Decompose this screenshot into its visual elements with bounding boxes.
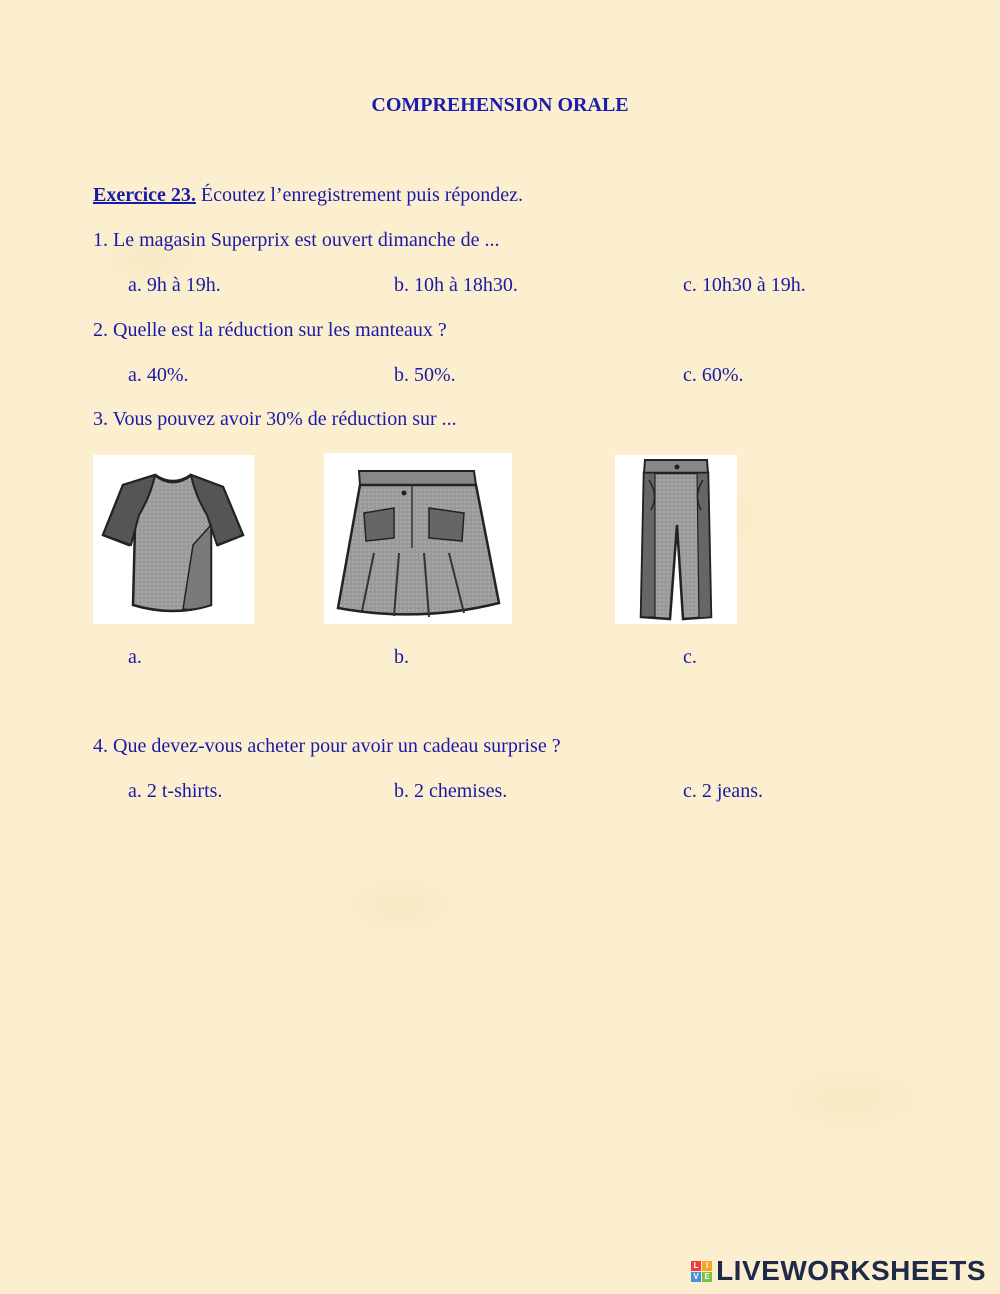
q2-option-c[interactable]: c. 60%. — [683, 364, 744, 386]
logo-mark-icon — [691, 1261, 712, 1282]
q3-option-a[interactable]: a. — [128, 646, 142, 668]
q2-option-b[interactable]: b. 50%. — [394, 364, 456, 386]
page-title: COMPREHENSION ORALE — [371, 94, 629, 116]
logo-letter: E — [702, 1272, 712, 1282]
skirt-icon — [324, 453, 512, 624]
logo-letter: V — [691, 1272, 701, 1282]
q1-option-a[interactable]: a. 9h à 19h. — [128, 274, 221, 296]
logo-letter: I — [702, 1261, 712, 1271]
trousers-icon — [615, 455, 737, 624]
exercise-heading — [93, 184, 523, 207]
logo-text: LIVEWORKSHEETS — [716, 1255, 986, 1286]
q4-option-a[interactable]: a. 2 t-shirts. — [128, 780, 223, 802]
q1-option-c[interactable]: c. 10h30 à 19h. — [683, 274, 806, 296]
q4-option-b[interactable]: b. 2 chemises. — [394, 780, 508, 802]
logo-letter: L — [691, 1261, 701, 1271]
question-2: 2. Quelle est la réduction sur les manteaux ? — [93, 319, 447, 341]
q3-option-c[interactable]: c. — [683, 646, 697, 668]
exercise-label: Exercice 23. — [93, 184, 196, 206]
q2-option-a[interactable]: a. 40%. — [128, 364, 189, 386]
q4-option-c[interactable]: c. 2 jeans. — [683, 780, 763, 802]
exercise-instruction: Écoutez l’enregistrement puis répondez. — [195, 184, 524, 206]
question-4: 4. Que devez-vous acheter pour avoir un cadeau surprise ? — [93, 735, 561, 757]
question-3: 3. Vous pouvez avoir 30% de réduction sur ... — [93, 408, 457, 430]
liveworksheets-logo — [691, 1255, 986, 1287]
q3-option-b[interactable]: b. — [394, 646, 409, 668]
tshirt-icon — [93, 455, 254, 624]
q1-option-b[interactable]: b. 10h à 18h30. — [394, 274, 518, 296]
question-1: 1. Le magasin Superprix est ouvert dimanche de ... — [93, 229, 500, 251]
